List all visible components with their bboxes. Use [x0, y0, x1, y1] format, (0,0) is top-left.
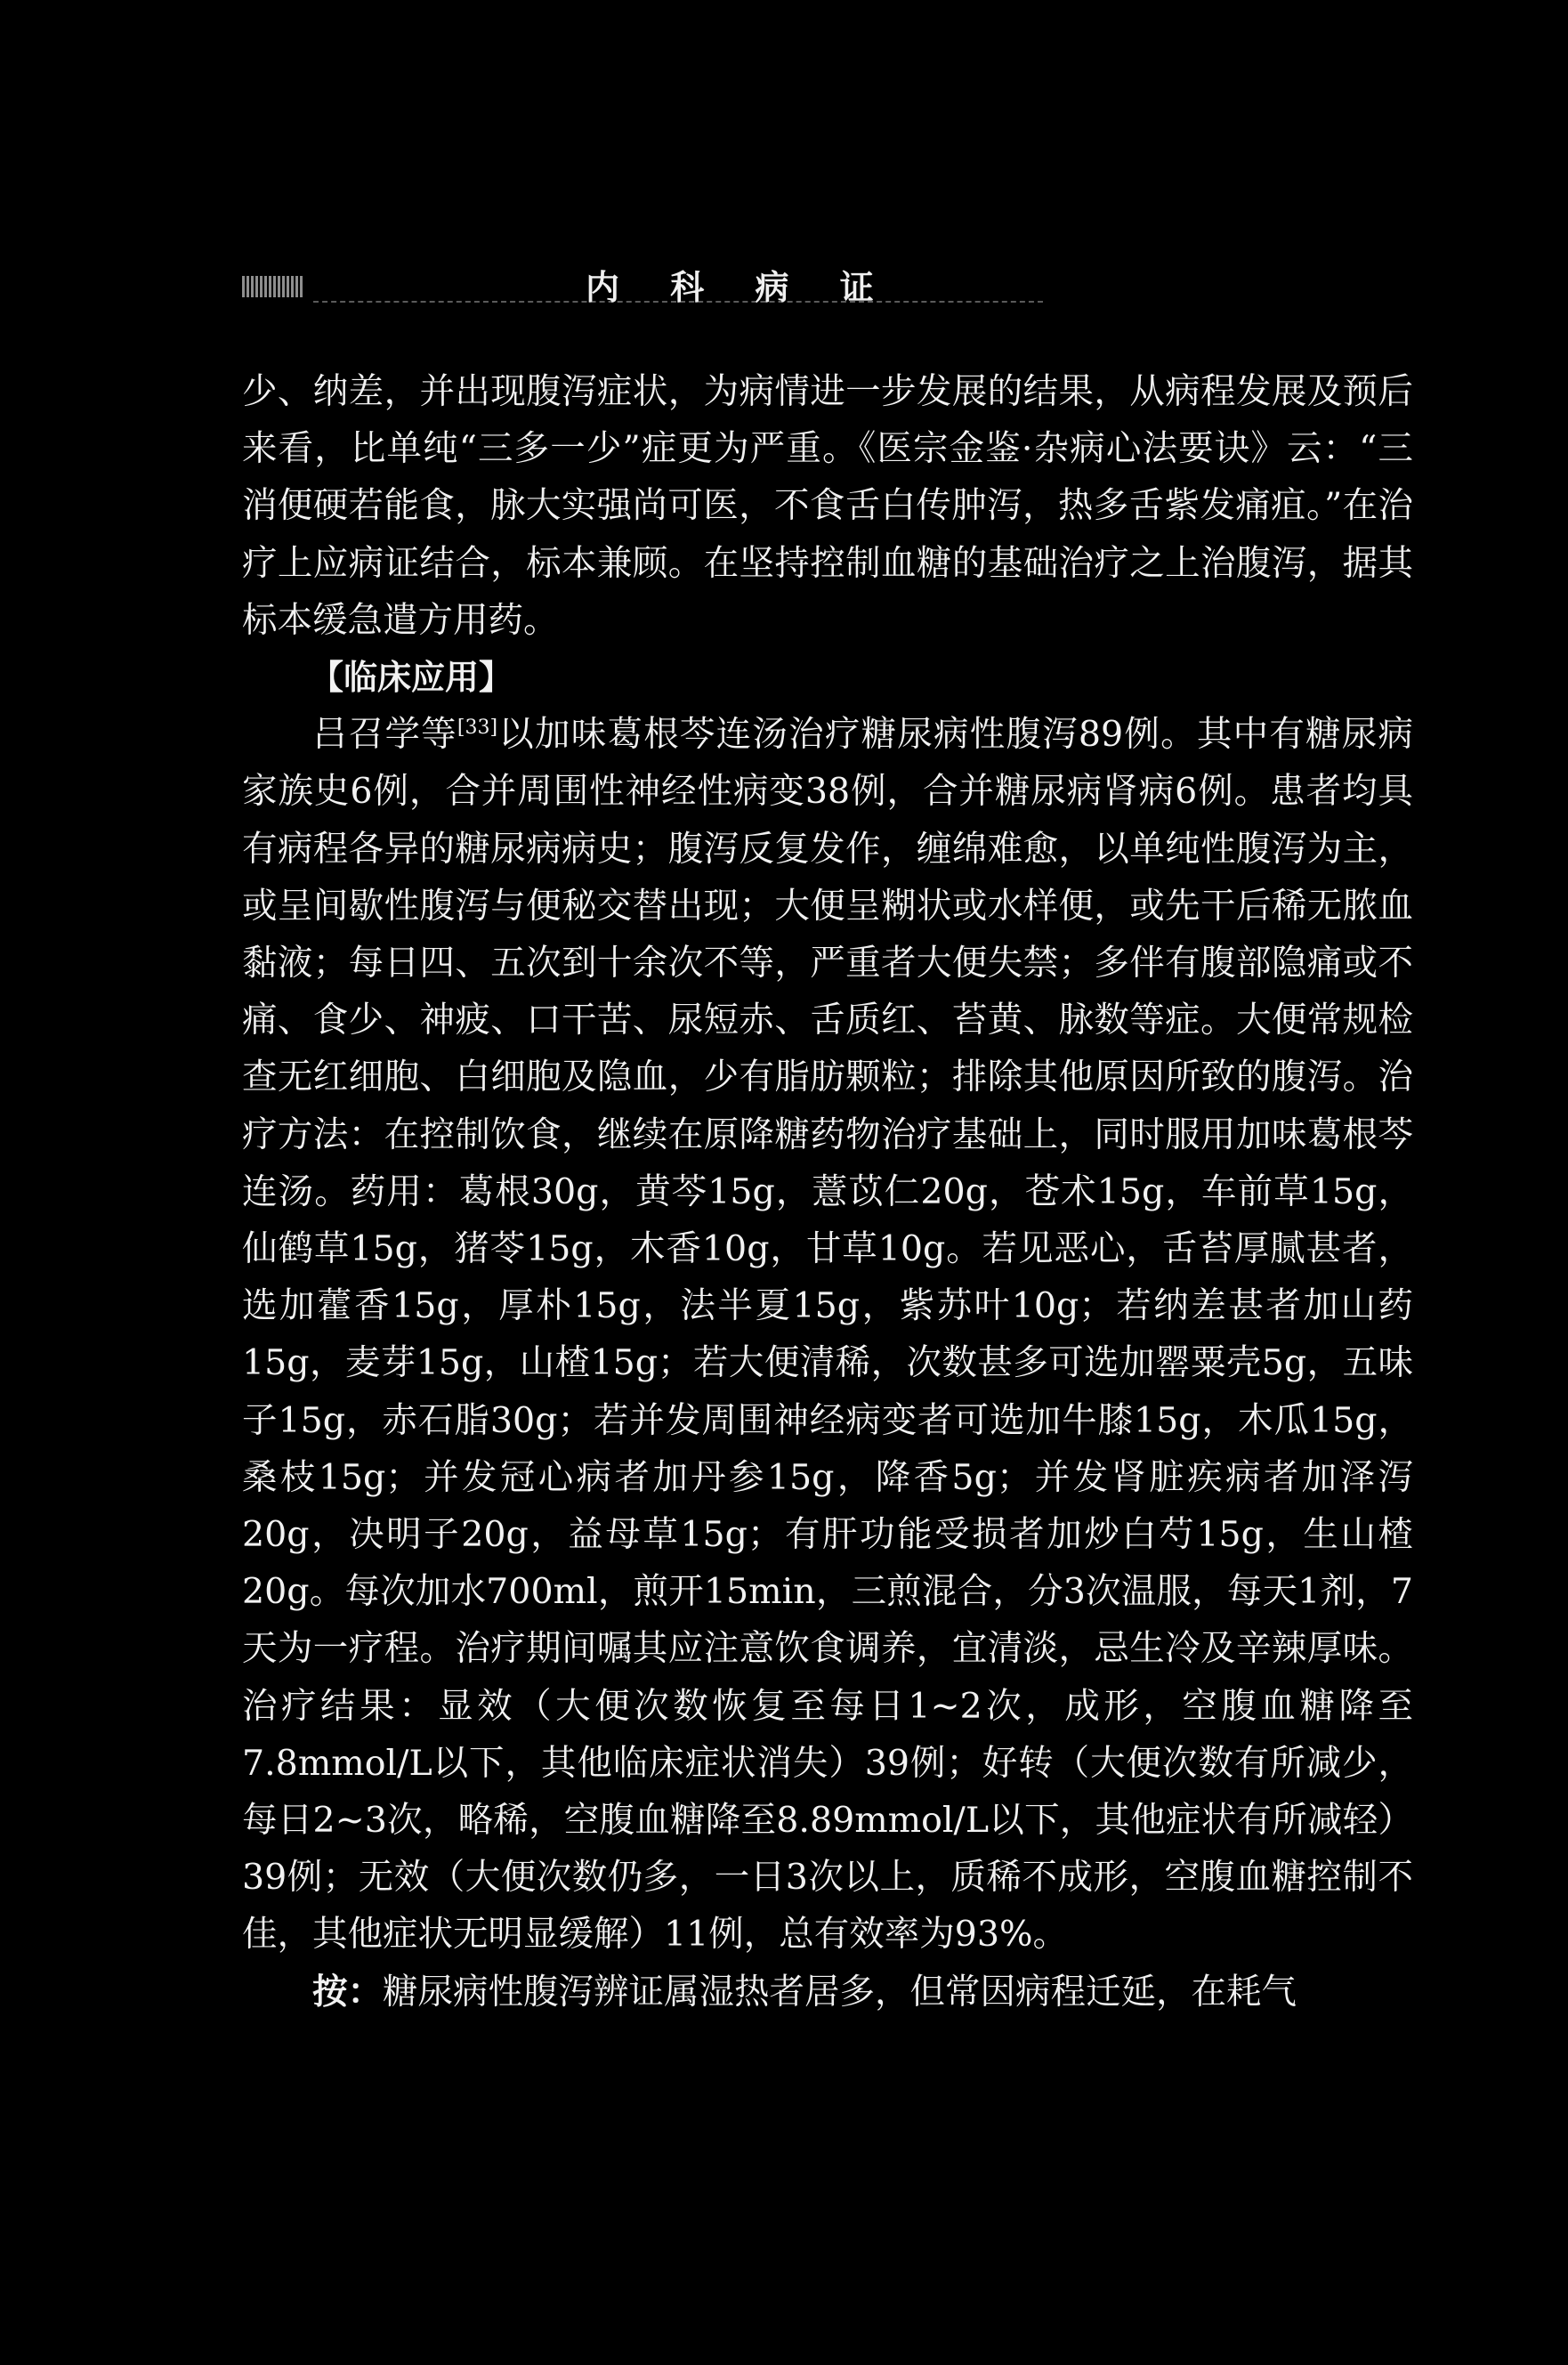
- running-header-title: 内 科 病 证: [586, 268, 893, 307]
- paragraph-note: [242, 1964, 1413, 2021]
- header-decoration: [242, 276, 304, 297]
- page-body: [242, 363, 1413, 2021]
- section-title: 【临床应用】: [310, 658, 513, 698]
- paragraph-text: 以加味葛根芩连汤治疗糖尿病性腹泻89例。其中有糖尿病家族史6例，合并周围性神经性病变38例，合并糖尿病肾病6例。患者均具有病程各异的糖尿病病史；腹泻反复发作，缠绵难愈，以单纯性腹泻为主，或呈间歇性腹泻与便秘交替出现；大便呈糊状或水样便，或先干后稀无脓血黏液；每日四、五次到十余次不等，严重者大便失禁；多伴有腹部隐痛或不痛、食少、神疲、口干苦、尿短赤、舌质红、苔黄、脉数等症。大便常规检查无红细胞、白细胞及隐血，少有脂肪颗粒；排除其他原因所致的腹泻。治疗方法：在控制饮食，继续在原降糖药物治疗基础上，同时服用加味葛根芩连汤。药用：葛根30g，黄芩15g，薏苡仁20g，苍术15g，车前草15g，仙鹤草15g，猪苓15g，木香10g，甘草10g。若见恶心，舌苔厚腻甚者，选加藿香15g，厚朴15g，法半夏15g，紫苏叶10g；若纳差甚者加山药15g，麦芽15g，山楂15g；若大便清稀，次数甚多可选加罂粟壳5g，五味子15g，赤石脂30g；若并发周围神经病变者可选加牛膝15g，木瓜15g，桑枝15g；并发冠心病者加丹参15g，降香5g；并发肾脏疾病者加泽泻20g，决明子20g，益母草15g；有肝功能受损者加炒白芍15g，生山楂20g。每次加水700ml，煎开15min，三煎混合，分3次温服，每天1剂，7天为一疗程。治疗期间嘱其应注意饮食调养，宜清淡，忌生冷及辛辣厚味。治疗结果：显效（大便次数恢复至每日1~2次，成形，空腹血糖降至7.8mmol/L以下，其他临床症状消失）39例；好转（大便次数有所减少，每日2~3次，略稀，空腹血糖降至8.89mmol/L以下，其他症状有所减轻）39例；无效（大便次数仍多，一日3次以上，质稀不成形，空腹血糖控制不佳，其他症状无明显缓解）11例，总有效率为93%。: [242, 714, 1413, 1956]
- note-text: 糖尿病性腹泻辨证属湿热者居多，但常因病程迁延，在耗气: [383, 1971, 1297, 2013]
- paragraph-continuation: 少、纳差，并出现腹泻症状，为病情进一步发展的结果，从病程发展及预后来看，比单纯“三多一少”症更为严重。《医宗金鉴·杂病心法要诀》云：“三消便硬若能食，脉大实强尚可医，不食舌白传肿泻，热多舌紫发痛疽。”在治疗上应病证结合，标本兼顾。在坚持控制血糖的基础治疗之上治腹泻，据其标本缓急遣方用药。: [242, 371, 1413, 641]
- note-label: 按：: [312, 1971, 383, 2013]
- page-header: [242, 260, 1043, 313]
- citation-ref: [33]: [457, 717, 498, 740]
- paragraph-clinical-application: [242, 706, 1413, 1963]
- author-name: 吕召学等: [312, 714, 457, 756]
